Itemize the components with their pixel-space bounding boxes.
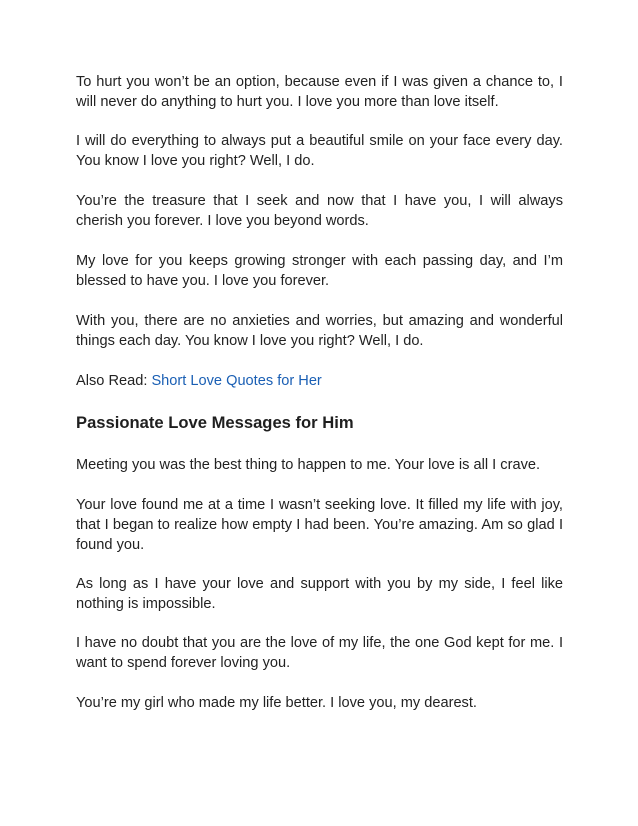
also-read-prefix: Also Read: [76, 373, 152, 389]
paragraph: You’re my girl who made my life better. I love you, my dearest. [76, 695, 477, 711]
document-page [76, 72, 563, 713]
paragraph: With you, there are no anxieties and worries, but amazing and wonderful things each day. You know I love you right? Well, I do. [76, 313, 563, 349]
paragraph: You’re the treasure that I seek and now that I have you, I will always cherish you forever. I love you beyond words. [76, 193, 563, 229]
paragraph: As long as I have your love and support with you by my side, I feel like nothing is impossible. [76, 576, 563, 612]
section-heading: Passionate Love Messages for Him [76, 413, 354, 432]
also-read-line [76, 371, 563, 391]
paragraph: Meeting you was the best thing to happen to me. Your love is all I crave. [76, 457, 541, 473]
paragraph: To hurt you won’t be an option, because even if I was given a chance to, I will never do anything to hurt you. I love you more than love itself. [76, 74, 563, 110]
also-read-link[interactable]: Short Love Quotes for Her [151, 373, 322, 389]
paragraph: Your love found me at a time I wasn’t seeking love. It filled my life with joy, that I began to realize how empty I had been. You’re amazing. Am so glad I found you. [76, 497, 563, 553]
paragraph: My love for you keeps growing stronger with each passing day, and I’m blessed to have you. I love you forever. [76, 253, 563, 289]
paragraph: I will do everything to always put a beautiful smile on your face every day. You know I love you right? Well, I do. [76, 133, 563, 169]
paragraph: I have no doubt that you are the love of my life, the one God kept for me. I want to spend forever loving you. [76, 635, 563, 671]
